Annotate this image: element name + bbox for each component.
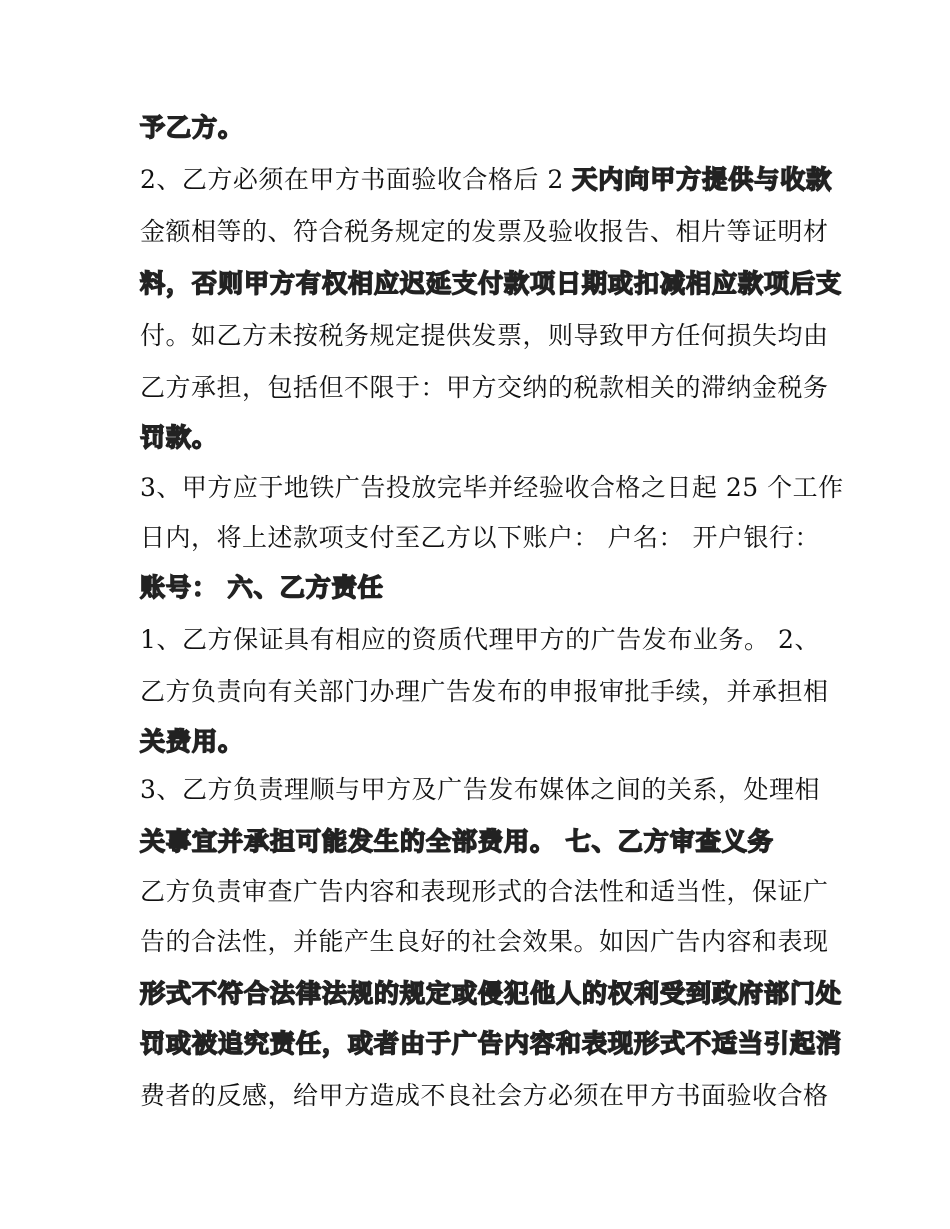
line-plain-text: 日内，将上述款项支付至乙方以下账户： 户名： 开户银行： (140, 523, 820, 552)
text-line (140, 770, 820, 810)
text-line (140, 1024, 843, 1064)
text-line (140, 974, 843, 1014)
text-line (140, 872, 829, 912)
text-line (140, 822, 820, 862)
text-line (140, 518, 820, 558)
text-line (140, 160, 833, 200)
line-plain-text: 2、乙方必须在甲方书面验收合格后 2 (140, 165, 573, 194)
line-plain-text: 金额相等的、符合税务规定的发票及验收报告、相片等证明材 (140, 217, 829, 246)
line-plain-text: 告的合法性，并能产生良好的社会效果。如因广告内容和表现 (140, 927, 829, 956)
line-plain-text: 1、乙方保证具有相应的资质代理甲方的广告发布业务。 2、 (140, 625, 820, 654)
text-line (140, 212, 829, 252)
text-line (140, 108, 820, 148)
text-line (140, 368, 829, 408)
line-plain-text: 乙方负责审查广告内容和表现形式的合法性和适当性，保证广 (140, 877, 829, 906)
text-line (140, 722, 820, 762)
text-line (140, 620, 820, 660)
line-outlined-text: 形式不符合法律法规的规定或侵犯他人的权利受到政府部门处 (140, 979, 843, 1008)
line-outlined-text: 罚或被追究责任，或者由于广告内容和表现形式不适当引起消 (140, 1029, 843, 1058)
line-plain-text: 费者的反感，给甲方造成不良社会方必须在甲方书面验收合格 (140, 1081, 829, 1110)
text-line (140, 672, 829, 712)
line-outlined-text: 天内向甲方提供与收款 (572, 165, 833, 194)
text-line (140, 468, 844, 508)
line-plain-text: 付。如乙方未按税务规定提供发票，则导致甲方任何损失均由 (140, 321, 829, 350)
text-line (140, 264, 843, 304)
text-line (140, 922, 829, 962)
line-outlined-text: 罚款。 (140, 423, 219, 452)
line-outlined-text: 关事宜并承担可能发生的全部费用。 七、乙方审查义务 (140, 827, 774, 856)
line-plain-text: 乙方负责向有关部门办理广告发布的申报审批手续，并承担相 (140, 677, 829, 706)
text-line (140, 568, 820, 608)
text-line (140, 418, 820, 458)
line-plain-text: 乙方承担，包括但不限于：甲方交纳的税款相关的滞纳金税务 (140, 373, 829, 402)
line-plain-text: 3、甲方应于地铁广告投放完毕并经验收合格之日起 25 个工作 (140, 473, 844, 502)
line-outlined-text: 予乙方。 (140, 113, 245, 142)
line-plain-text: 3、乙方负责理顺与甲方及广告发布媒体之间的关系，处理相 (140, 775, 820, 804)
text-line (140, 316, 829, 356)
line-outlined-text: 关费用。 (140, 727, 245, 756)
line-outlined-text: 账号： 六、乙方责任 (140, 573, 384, 602)
text-line (140, 1076, 829, 1116)
line-outlined-text: 料，否则甲方有权相应迟延支付款项日期或扣减相应款项后支 (140, 269, 843, 298)
